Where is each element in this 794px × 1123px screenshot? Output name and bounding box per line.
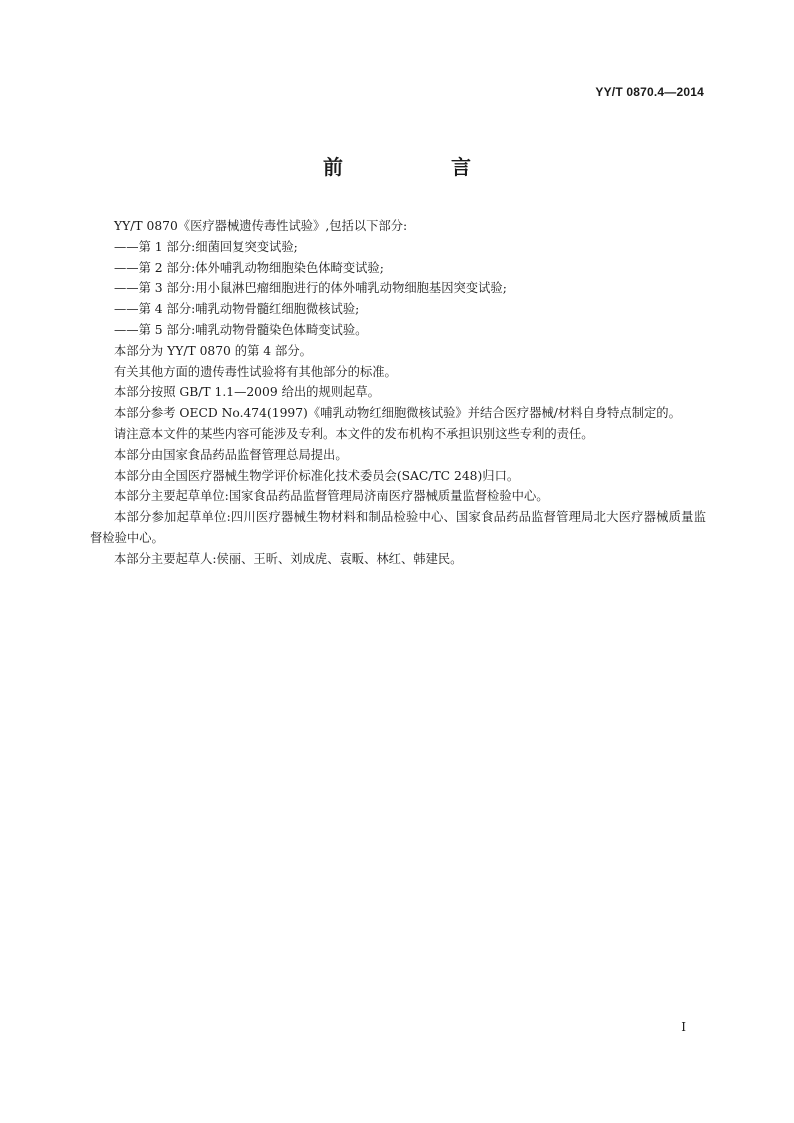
paragraph-this-part: 本部分为 YY/T 0870 的第 4 部分。 — [114, 343, 312, 358]
paragraph-part-5: ——第 5 部分:哺乳动物骨髓染色体畸变试验。 — [114, 322, 368, 337]
page-number: I — [681, 1020, 686, 1034]
paragraph-intro: YY/T 0870《医疗器械遗传毒性试验》,包括以下部分: — [114, 219, 408, 233]
paragraph-main-drafter-unit: 本部分主要起草单位:国家食品药品监督管理局济南医疗器械质量监督检验中心。 — [114, 489, 549, 504]
paragraph-part-3: ——第 3 部分:用小鼠淋巴瘤细胞进行的体外哺乳动物细胞基因突变试验; — [114, 281, 507, 296]
paragraph-participating-units: 本部分参加起草单位:四川医疗器械生物材料和制品检验中心、国家食品药品监督管理局北大医疗器械质量监督检验中心。 — [90, 510, 706, 545]
paragraph-part-2: ——第 2 部分:体外哺乳动物细胞染色体畸变试验; — [114, 260, 384, 275]
paragraph-patent-notice: 请注意本文件的某些内容可能涉及专利。本文件的发布机构不承担识别这些专利的责任。 — [114, 426, 594, 441]
page-title: 前 言 — [323, 155, 515, 179]
paragraph-reference: 本部分参考 OECD No.474(1997)《哺乳动物红细胞微核试验》并结合医疗器械/材料自身特点制定的。 — [114, 406, 681, 421]
standard-code: YY/T 0870.4—2014 — [595, 85, 704, 99]
paragraph-other-parts: 有关其他方面的遗传毒性试验将有其他部分的标准。 — [114, 364, 397, 379]
paragraph-centralized-by: 本部分由全国医疗器械生物学评价标准化技术委员会(SAC/TC 248)归口。 — [114, 468, 520, 483]
paragraph-part-4: ——第 4 部分:哺乳动物骨髓红细胞微核试验; — [114, 302, 360, 317]
paragraph-proposed-by: 本部分由国家食品药品监督管理总局提出。 — [114, 447, 348, 462]
paragraph-drafting-rules: 本部分按照 GB/T 1.1—2009 给出的规则起草。 — [114, 385, 380, 400]
foreword-body — [90, 216, 706, 570]
paragraph-main-drafters: 本部分主要起草人:侯丽、王昕、刘成虎、袁畈、林红、韩建民。 — [114, 551, 463, 566]
paragraph-part-1: ——第 1 部分:细菌回复突变试验; — [114, 239, 298, 254]
